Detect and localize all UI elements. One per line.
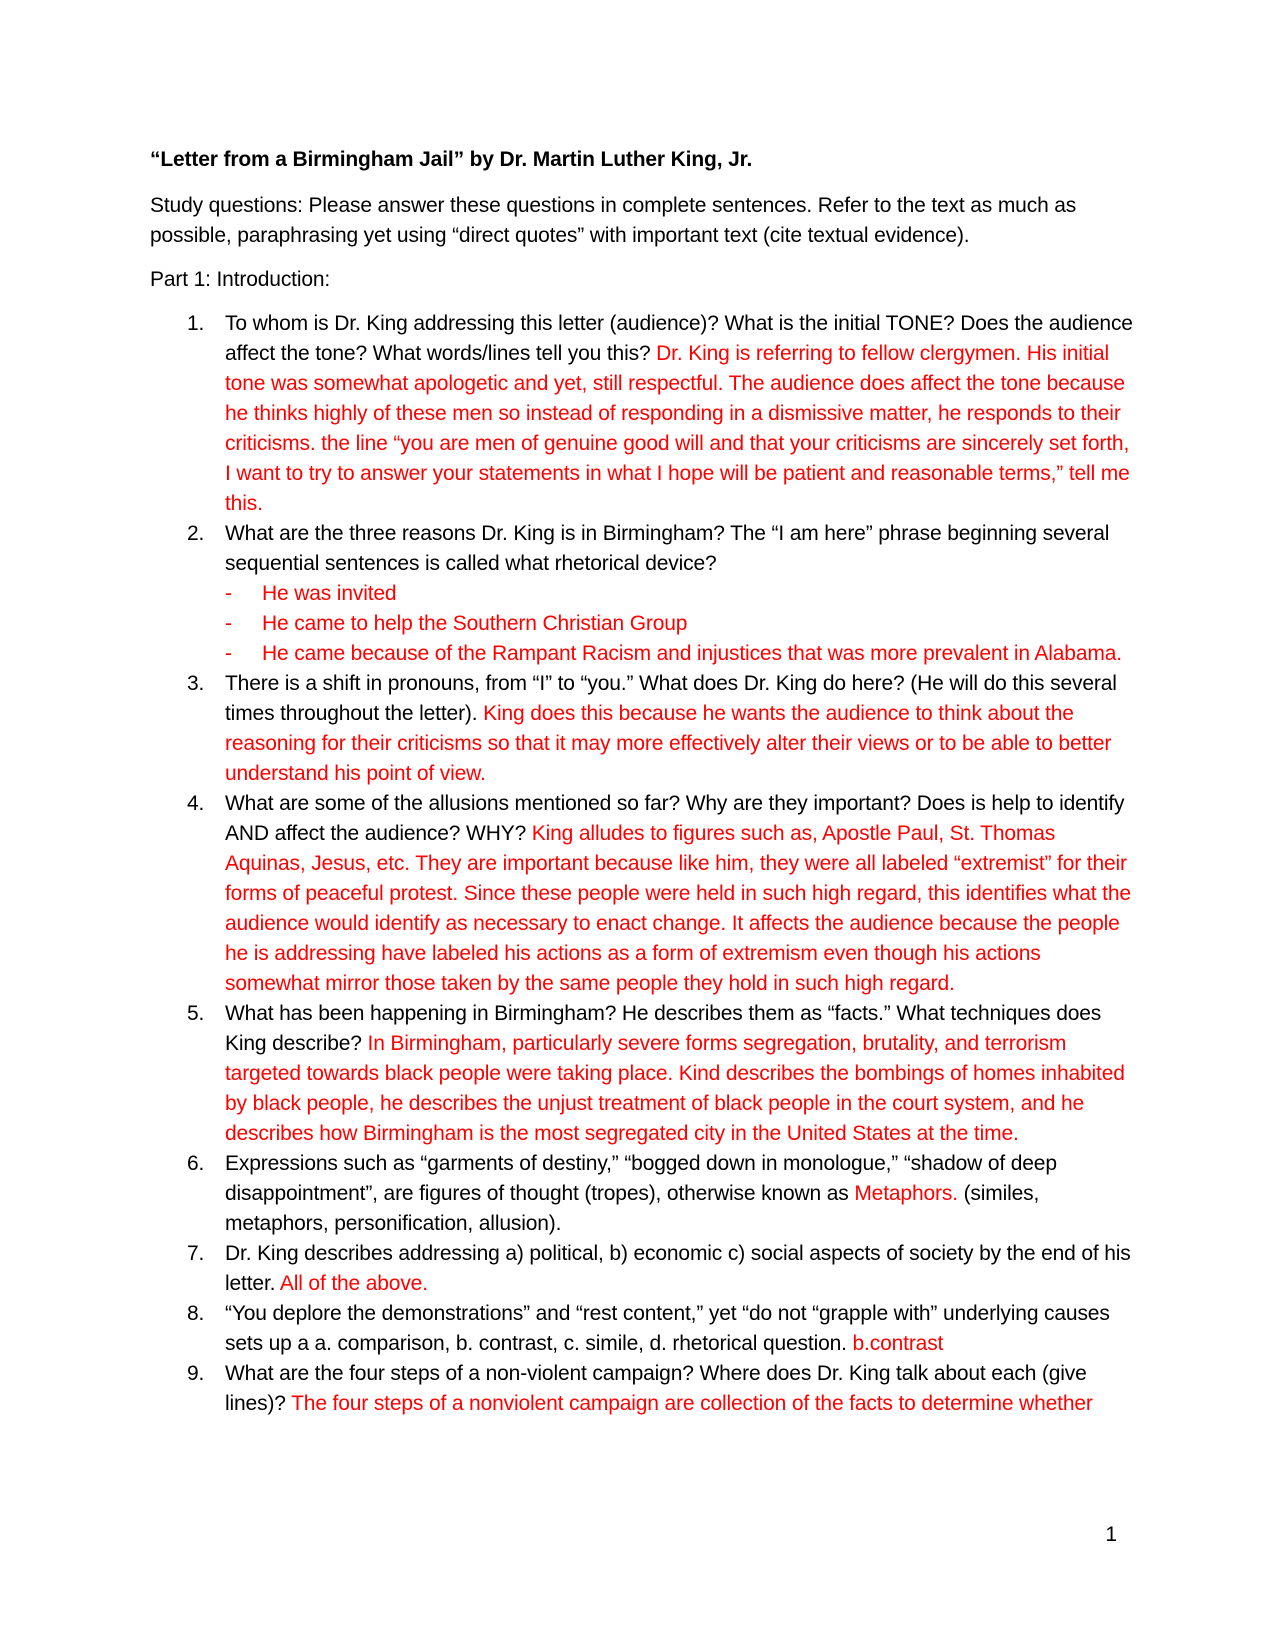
question-text: There is a shift in pronouns, from “I” to “you.” What does Dr. King do here? (He will do this several times throughout the letter).	[225, 672, 1117, 725]
answer-text: King alludes to figures such as, Apostle Paul, St. Thomas Aquinas, Jesus, etc. They are important because like him, they were all labeled “extremist” for their forms of peaceful protest. Since these people were held in such high regard, this identifies what the audience would identify as necessary to enact change. It affects the audience because the people he is addressing have labeled his actions as a form of extremism even though his actions somewhat mirror those taken by the same people they hold in such high regard.	[225, 822, 1131, 995]
question-item	[150, 1149, 1135, 1239]
question-number: 4.	[187, 792, 205, 815]
question-number: 5.	[187, 1002, 205, 1025]
question-number: 3.	[187, 672, 205, 695]
document-title: “Letter from a Birmingham Jail” by Dr. Martin Luther King, Jr.	[150, 148, 753, 171]
question-item	[150, 1359, 1135, 1419]
question-number: 1.	[187, 312, 205, 335]
question-list	[150, 309, 1135, 1419]
answer-text: In Birmingham, particularly severe forms segregation, brutality, and terrorism targeted towards black people were taking place. Kind describes the bombings of homes inhabited by black people, he describes the unjust treatment of black people in the court system, and he describes how Birmingham is the most segregated city in the United States at the time.	[225, 1032, 1125, 1145]
answer-text: The four steps of a nonviolent campaign are collection of the facts to determine whether	[291, 1392, 1093, 1415]
question-text-continued: (similes, metaphors, personification, allusion).	[225, 1182, 1040, 1235]
question-item	[150, 1239, 1135, 1299]
answer-text: b.contrast	[852, 1332, 944, 1355]
question-number: 2.	[187, 522, 205, 545]
question-item	[150, 669, 1135, 789]
answer-bullet: - He came to help the Southern Christian Group	[225, 612, 688, 635]
answer-bullet: - He came because of the Rampant Racism and injustices that was more prevalent in Alabama.	[225, 642, 1122, 665]
answer-text: Metaphors.	[854, 1182, 958, 1205]
question-text: What are the four steps of a non-violent campaign? Where does Dr. King talk about each (give lines)?	[225, 1362, 1087, 1415]
page-number: 1	[1105, 1523, 1117, 1546]
question-item	[150, 309, 1135, 519]
question-text: What are some of the allusions mentioned so far? Why are they important? Does is help to identify AND affect the audience? WHY?	[225, 792, 1125, 845]
answer-bullet-list	[225, 579, 1135, 669]
answer-text: King does this because he wants the audience to think about the reasoning for their criticisms so that it may more effectively alter their views or to be able to better understand his point of view.	[225, 702, 1112, 785]
question-item	[150, 519, 1135, 669]
question-number: 8.	[187, 1302, 205, 1325]
part-heading: Part 1: Introduction:	[150, 268, 331, 291]
question-number: 7.	[187, 1242, 205, 1265]
document-content	[150, 145, 1135, 1419]
question-number: 9.	[187, 1362, 205, 1385]
question-text: What has been happening in Birmingham? He describes them as “facts.” What techniques does King describe?	[225, 1002, 1102, 1055]
instructions-paragraph: Study questions: Please answer these questions in complete sentences. Refer to the text as much as possible, paraphrasing yet using “direct quotes” with important text (cite textual evidence).	[150, 194, 1077, 247]
question-text: What are the three reasons Dr. King is in Birmingham? The “I am here” phrase beginning several sequential sentences is called what rhetorical device?	[225, 522, 1110, 575]
question-text: To whom is Dr. King addressing this letter (audience)? What is the initial TONE? Does the audience affect the tone? What words/lines tell you this?	[225, 312, 1133, 365]
answer-text: All of the above.	[279, 1272, 428, 1295]
question-text: Dr. King describes addressing a) political, b) economic c) social aspects of society by the end of his letter.	[225, 1242, 1131, 1295]
question-item	[150, 1299, 1135, 1359]
question-text: “You deplore the demonstrations” and “rest content,” yet “do not “grapple with” underlying causes sets up a a. comparison, b. contrast, c. simile, d. rhetorical question.	[225, 1302, 1110, 1355]
question-number: 6.	[187, 1152, 205, 1175]
question-text: Expressions such as “garments of destiny,” “bogged down in monologue,” “shadow of deep disappointment”, are figures of thought (tropes), otherwise known as	[225, 1152, 1057, 1205]
question-item	[150, 999, 1135, 1149]
answer-bullet: - He was invited	[225, 582, 397, 605]
question-item	[150, 789, 1135, 999]
answer-text: Dr. King is referring to fellow clergymen. His initial tone was somewhat apologetic and yet, still respectful. The audience does affect the tone because he thinks highly of these men so instead of responding in a dismissive matter, he responds to their criticisms. the line “you are men of genuine good will and that your criticisms are sincerely set forth, I want to try to answer your statements in what I hope will be patient and reasonable terms,” tell me this.	[225, 342, 1130, 515]
